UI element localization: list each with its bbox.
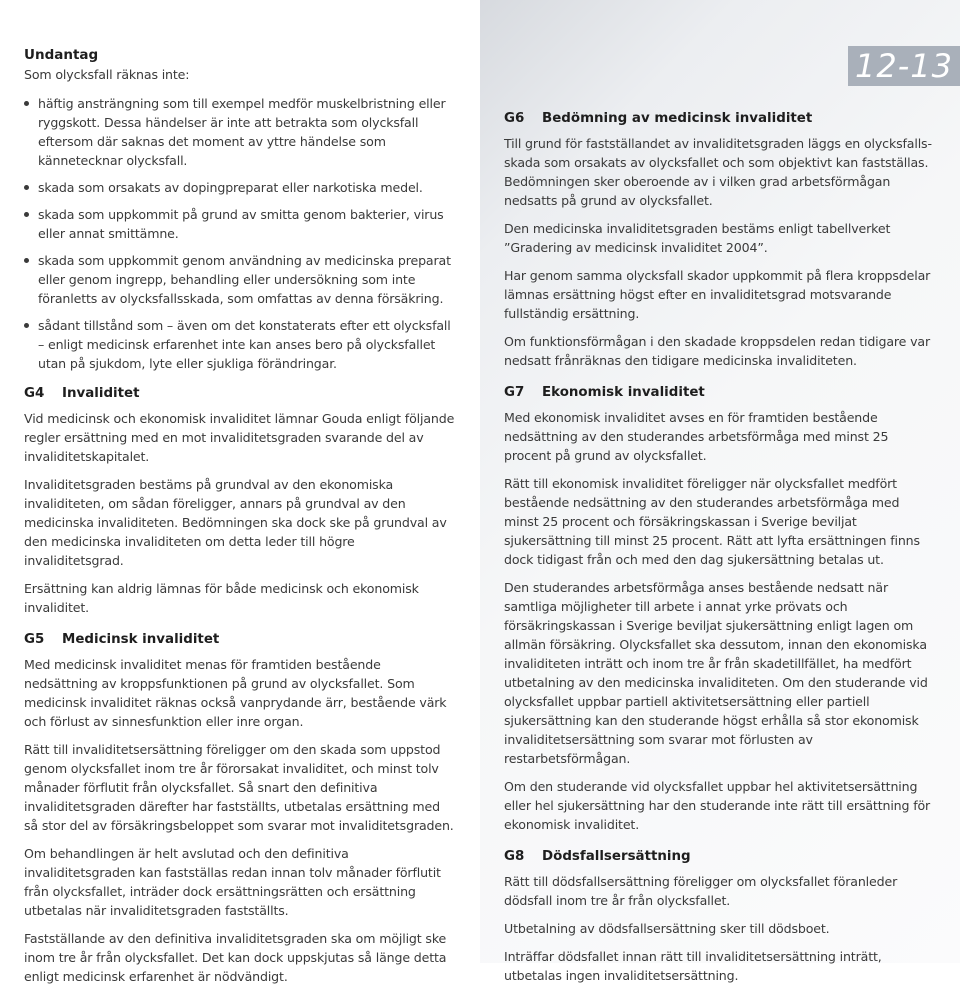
paragraph: Rätt till invaliditetsersättning föreligger om den skada som uppstod genom olycksfallet inom tre år förorsakat invaliditet, och minst tolv månader förflutit från olycksfallet. Så snart den definitiva invaliditetsgraden därefter har fastställts, utbetalas ersättning med så stor del av försäkringsbeloppet som svarar mot invaliditetsgraden. xyxy=(24,742,454,833)
left-column xyxy=(0,0,480,984)
list-item: häftig ansträngning som till exempel medför muskelbristning eller ryggskott. Dessa händelser är inte att betrakta som olycksfall eftersom där saknas det moment av yttre händelse som kännetecknar olycksfall. xyxy=(24,94,456,170)
paragraph: Till grund för fastställandet av invaliditetsgraden läggs en olycksfallsskada som orsakats av olycksfallet och som objektivt kan fastställas. Bedömningen sker oberoende av i vilken grad arbetsförmågan nedsatts på grund av olycksfallet. xyxy=(504,136,933,208)
section-heading-g6 xyxy=(504,109,936,128)
list-item: skada som orsakats av dopingpreparat eller narkotiska medel. xyxy=(24,178,456,197)
paragraph: Inträffar dödsfallet innan rätt till invaliditetsersättning inträtt, utbetalas ingen invaliditetsersättning. xyxy=(504,949,882,983)
section-code: G6 xyxy=(504,111,525,126)
section-heading-g5 xyxy=(24,630,456,649)
section-title: Medicinsk invaliditet xyxy=(62,632,220,647)
section-code: G5 xyxy=(24,632,45,647)
section-heading-g7 xyxy=(504,383,936,402)
paragraph: Rätt till ekonomisk invaliditet föreligger när olycksfallet medfört bestående nedsättning av den studerandes arbetsförmåga med minst 25 procent och försäkringskassan i Sverige beviljat sjukersättning till minst 25 procent. Rätt att lyfta ersättningen finns dock tidigast från och med den dag sjukersättning betalas ut. xyxy=(504,476,920,567)
paragraph: Fastställande av den definitiva invaliditetsgraden ska om möjligt ske inom tre år från olycksfallet. Det kan dock uppskjutas så länge detta enligt medicinsk erfarenhet är nödvändigt. xyxy=(24,931,447,984)
right-column xyxy=(480,0,960,983)
paragraph: Om funktionsförmågan i den skadade kroppsdelen redan tidigare var nedsatt frånräknas den tidigare medicinska invaliditeten. xyxy=(504,334,931,368)
list-item: skada som uppkommit på grund av smitta genom bakterier, virus eller annat smittämne. xyxy=(24,205,456,243)
paragraph: Rätt till dödsfallsersättning föreligger om olycksfallet föranleder dödsfall inom tre år från olycksfallet. xyxy=(504,874,898,908)
section-heading-g4 xyxy=(24,384,456,403)
paragraph: Om behandlingen är helt avslutad och den definitiva invaliditetsgraden kan fastställas redan innan tolv månader förflutit från olycksfallet, inträder dock ersättningsrätten och ersättning utbetalas när invaliditetsgraden fastställts. xyxy=(24,846,441,918)
right-content xyxy=(504,0,936,985)
exceptions-list xyxy=(24,94,456,373)
exceptions-intro: Som olycksfall räknas inte: xyxy=(24,67,190,82)
left-content xyxy=(24,0,456,986)
paragraph: Den studerandes arbetsförmåga anses bestående nedsatt när samtliga möjligheter till arbete i annat yrke prövats och försäkringskassan i Sverige beviljat sjukersättning enligt lagen om allmän försäkring. Olycksfallet ska dessutom, innan den ekonomiska invaliditeten inträtt och inom tre år från skadetillfället, ha medfört utbetalning av den medicinska invaliditeten. Om den studerande vid olycksfallet uppbar partiell aktivitetsersättning eller partiell sjukersättning kan den studerande högst erhålla så stor ekonomisk invaliditetsersättning som svarar mot förlusten av restarbetsförmågan. xyxy=(504,580,928,766)
paragraph: Har genom samma olycksfall skador uppkommit på flera kroppsdelar lämnas ersättning högst efter en invaliditetsgrad motsvarande fullständig ersättning. xyxy=(504,268,931,321)
paragraph: Den medicinska invaliditetsgraden bestäms enligt tabellverket ”Gradering av medicinsk invaliditet 2004”. xyxy=(504,221,891,255)
list-item: skada som uppkommit genom användning av medicinska preparat eller genom ingrepp, behandling eller undersökning som inte föranletts av olycksfallsskada, som omfattas av denna försäkring. xyxy=(24,251,456,308)
paragraph: Utbetalning av dödsfallsersättning sker till dödsboet. xyxy=(504,921,830,936)
section-heading-g8 xyxy=(504,847,936,866)
paragraph: Vid medicinsk och ekonomisk invaliditet lämnar Gouda enligt följande regler ersättning med en mot invaliditetsgraden svarande del av invaliditetskapitalet. xyxy=(24,411,455,464)
section-title: Ekonomisk invaliditet xyxy=(542,385,705,400)
section-title: Bedömning av medicinsk invaliditet xyxy=(542,111,813,126)
paragraph: Med ekonomisk invaliditet avses en för framtiden bestående nedsättning av den studerandes arbetsförmåga med minst 25 procent på grund av olycksfallet. xyxy=(504,410,889,463)
page-number: 12-13 xyxy=(848,46,960,86)
paragraph: Om den studerande vid olycksfallet uppbar hel aktivitetsersättning eller hel sjukersättning har den studerande inte rätt till ersättning för ekonomisk invaliditet. xyxy=(504,779,931,832)
exceptions-title: Undantag xyxy=(24,47,99,63)
paragraph: Med medicinsk invaliditet menas för framtiden bestående nedsättning av kroppsfunktionen på grund av olycksfallet. Som medicinsk invaliditet räknas också vanprydande ärr, bestående värk och förlust av sinnesfunktion eller inre organ. xyxy=(24,657,447,729)
section-code: G7 xyxy=(504,385,525,400)
paragraph: Ersättning kan aldrig lämnas för både medicinsk och ekonomisk invaliditet. xyxy=(24,581,419,615)
section-title: Dödsfallsersättning xyxy=(542,849,691,864)
section-code: G4 xyxy=(24,386,45,401)
section-title: Invaliditet xyxy=(62,386,140,401)
paragraph: Invaliditetsgraden bestäms på grundval av den ekonomiska invaliditeten, om sådan föreligger, annars på grundval av den medicinska invaliditeten. Bedömningen ska dock ske på grundval av den medicinska invaliditeten om detta leder till högre invaliditetsgrad. xyxy=(24,477,447,568)
section-code: G8 xyxy=(504,849,525,864)
list-item: sådant tillstånd som – även om det konstaterats efter ett olycksfall – enligt medicinsk erfarenhet inte kan anses bero på olycksfallet utan på sjukdom, lyte eller sjukliga förändringar. xyxy=(24,316,456,373)
